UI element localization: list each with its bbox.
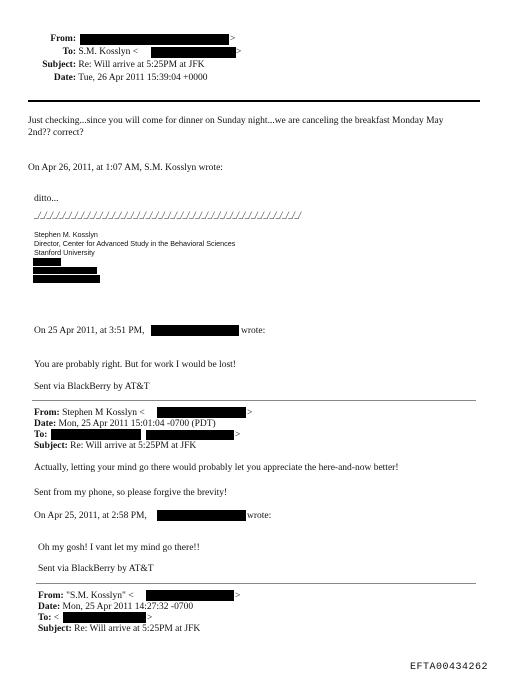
msg2-quote-sent: Sent via BlackBerry by AT&T xyxy=(38,564,154,574)
quote-divider xyxy=(32,400,476,401)
quote2-intro-a: On 25 Apr 2011, at 3:51 PM, xyxy=(34,326,145,336)
msg3-to-tail: > xyxy=(147,613,153,623)
redaction-box xyxy=(33,258,61,266)
msg2-from-value: Stephen M Kosslyn < xyxy=(62,408,145,418)
redaction-box xyxy=(157,510,246,521)
signature-underline: _/_/_/_/_/_/_/_/_/_/_/_/_/_/_/_/_/_/_/_/_/_/_/_/_/_/_/_/_/_/_/_/_/_/_/_/_/_/_/_/_/_/_/ xyxy=(34,210,301,220)
quote2-intro-b: wrote: xyxy=(241,326,266,336)
body-line-2: 2nd?? correct? xyxy=(28,128,84,138)
redaction-box xyxy=(33,267,97,274)
msg3-to-value: < xyxy=(53,613,60,623)
msg3-to-label: To: xyxy=(38,613,52,623)
msg2-intro-b: wrote: xyxy=(247,511,272,521)
quote2-sent: Sent via BlackBerry by AT&T xyxy=(34,382,150,392)
to-tail: > xyxy=(236,47,242,57)
quote-divider xyxy=(36,583,476,584)
subject-value: Re: Will arrive at 5:25PM at JFK xyxy=(78,60,205,70)
redaction-box xyxy=(151,47,236,58)
to-value: S.M. Kosslyn < xyxy=(78,47,139,57)
msg2-date-label: Date: xyxy=(34,419,57,429)
quote1-intro: On Apr 26, 2011, at 1:07 AM, S.M. Kosslyn wrote: xyxy=(28,163,223,173)
header-date-row xyxy=(20,73,207,84)
msg2-from-tail: > xyxy=(247,408,253,418)
redaction-box xyxy=(146,430,234,440)
msg2-from-label: From: xyxy=(34,408,60,418)
to-label: To: xyxy=(62,47,76,57)
msg3-date-value: Mon, 25 Apr 2011 14:27:32 -0700 xyxy=(62,602,194,612)
msg2-subject-value: Re: Will arrive at 5:25PM at JFK xyxy=(70,441,197,451)
sig-org: Stanford University xyxy=(34,248,95,257)
subject-label: Subject: xyxy=(42,60,76,70)
msg2-from-row xyxy=(34,408,145,419)
msg3-subject-value: Re: Will arrive at 5:25PM at JFK xyxy=(74,624,201,634)
quote2-line-1: You are probably right. But for work I would be lost! xyxy=(34,360,236,370)
msg2-date-value: Mon, 25 Apr 2011 15:01:04 -0700 (PDT) xyxy=(58,419,216,429)
msg3-from-value: "S.M. Kosslyn" < xyxy=(66,591,134,601)
sig-name: Stephen M. Kosslyn xyxy=(34,230,98,239)
redaction-box xyxy=(51,429,141,440)
sig-title: Director, Center for Advanced Study in the Behavioral Sciences xyxy=(34,239,236,248)
msg3-subject-row xyxy=(38,624,200,635)
msg3-from-tail: > xyxy=(235,591,241,601)
msg2-body-line: Actually, letting your mind go there would probably let you appreciate the here-and-now better! xyxy=(34,463,399,473)
header-divider xyxy=(28,100,480,102)
ditto-text: ditto... xyxy=(34,194,59,204)
msg3-from-row xyxy=(38,591,134,602)
msg2-to-tail: > xyxy=(235,430,241,440)
msg2-subject-row xyxy=(34,441,196,452)
msg3-from-label: From: xyxy=(38,591,64,601)
redaction-box xyxy=(157,407,246,418)
msg3-date-label: Date: xyxy=(38,602,61,612)
redaction-box xyxy=(63,612,146,623)
body-line-1: Just checking...since you will come for dinner on Sunday night...we are canceling the breakfast Monday May xyxy=(28,116,444,126)
msg3-to-row xyxy=(38,613,59,624)
date-label: Date: xyxy=(53,73,76,83)
msg2-intro-a: On Apr 25, 2011, at 2:58 PM, xyxy=(34,511,147,521)
header-from-row xyxy=(20,34,76,45)
msg2-to-row xyxy=(34,430,47,441)
redaction-box xyxy=(151,325,239,336)
header-to-row xyxy=(20,47,138,58)
redaction-box xyxy=(146,590,234,601)
document-id: EFTA00434262 xyxy=(410,662,489,673)
redaction-box xyxy=(33,275,100,283)
msg2-subject-label: Subject: xyxy=(34,441,68,451)
msg3-subject-label: Subject: xyxy=(38,624,72,634)
from-tail: > xyxy=(230,34,236,44)
msg2-quote-line: Oh my gosh! I vant let my mind go there!! xyxy=(38,543,200,553)
msg2-sent-phone: Sent from my phone, so please forgive the brevity! xyxy=(34,488,228,498)
date-value: Tue, 26 Apr 2011 15:39:04 +0000 xyxy=(78,73,208,83)
header-subject-row xyxy=(20,60,204,71)
redaction-box xyxy=(80,34,229,45)
from-label: From: xyxy=(50,34,76,44)
msg2-to-label: To: xyxy=(34,430,48,440)
